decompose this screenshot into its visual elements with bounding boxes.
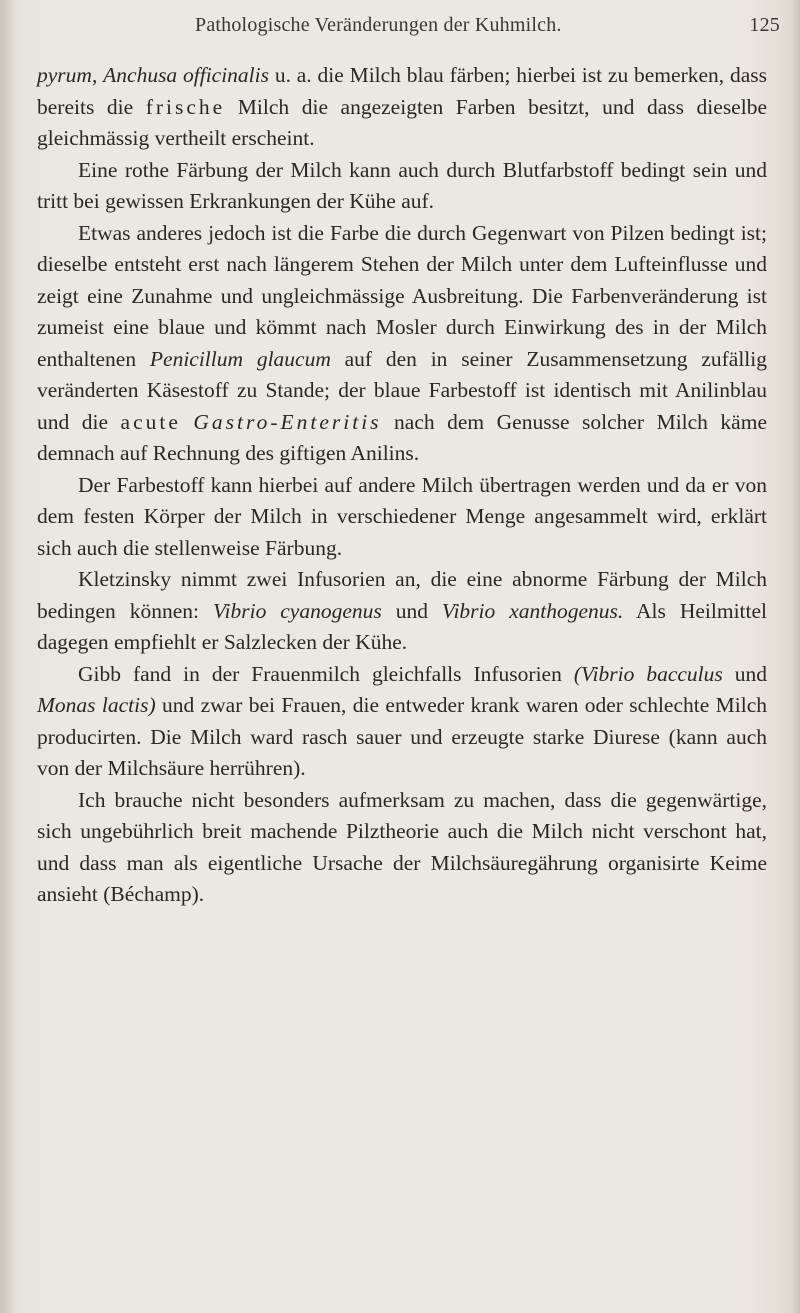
text-segment: Eine rothe Färbung der Milch kann auch durch Blutfarbstoff bedingt sein und tritt bei gewissen Erkrankungen der Kühe auf. [37, 157, 767, 213]
text-segment: Penicillum glaucum [149, 346, 331, 371]
text-segment: auf den in seiner Zusammensetzung zufällig veränderten Käsestoff zu Stande; der blaue Farbestoff ist identisch mit Anilinblau und die [37, 346, 767, 434]
text-segment: nach dem Genusse solcher Milch käme demnach auf Rechnung des giftigen Anilins. [37, 409, 767, 465]
paragraph-2 [37, 155, 767, 218]
text-segment: Etwas anderes jedoch ist die Farbe die durch Gegenwart von Pilzen bedingt ist; dieselbe entsteht erst nach längerem Stehen der Milch unter dem Lufteinflusse und zeigt eine Zunahme und ungleichmässige Ausbreitung. Die Farbenveränderung ist zumeist eine blaue und kömmt nach Mosler durch Einwirkung des in der Milch enthaltenen [37, 220, 767, 371]
text-segment: Vibrio xanthogenus. [441, 598, 624, 623]
text-segment: Ich brauche nicht besonders aufmerksam zu machen, dass die gegenwärtige, sich ungebührlich breit machende Pilztheorie auch die Milch nicht verschont hat, und dass man als eigentliche Ursache der Milchsäuregährung organisirte Keime ansieht (Béchamp). [37, 787, 767, 906]
text-segment [181, 410, 194, 434]
text-segment: Als Heilmittel dagegen empfiehlt er Salzlecken der Kühe. [37, 598, 768, 654]
text-segment: und [722, 661, 767, 686]
text-segment: und [381, 598, 442, 623]
text-segment: und zwar bei Frauen, die entweder krank waren oder schlechte Milch producirten. Die Milch ward rasch sauer und erzeugte starke Diurese (kann auch von der Milchsäure herrühren). [37, 693, 767, 780]
paragraph-6 [37, 659, 767, 785]
paragraph-5 [37, 564, 767, 659]
page-number: 125 [749, 14, 780, 36]
page-edge-shadow [792, 0, 800, 1313]
paragraph-4 [37, 470, 767, 565]
text-segment: Gastro-Enteritis [193, 409, 382, 434]
paragraph-3 [37, 218, 767, 470]
paragraph-7 [37, 785, 767, 911]
text-segment: u. a. die Milch blau färben; hierbei ist zu bemerken, dass bereits die [37, 63, 767, 119]
text-segment: Der Farbestoff kann hierbei auf andere Milch übertragen werden und da er von dem festen Körper der Milch in verschiedener Menge angesammelt wird, erklärt sich auch die stellenweise Färbung. [37, 472, 767, 560]
text-segment: Anchusa officinalis [103, 63, 269, 87]
running-title: Pathologische Veränderungen der Kuhmilch. [195, 14, 562, 36]
text-segment: Vibrio cyanogenus [212, 598, 382, 623]
text-segment: Monas lactis) [37, 693, 156, 717]
text-segment: Milch die angezeigten Farben besitzt, und dass dieselbe gleichmässig vertheilt erscheint. [37, 94, 767, 150]
text-segment: Gibb fand in der Frauenmilch gleichfalls Infusorien [78, 661, 574, 686]
text-segment: frische [145, 94, 226, 119]
text-segment: Kletzinsky nimmt zwei Infusorien an, die eine abnorme Färbung der Milch bedingen können: [37, 567, 767, 623]
text-segment: , [91, 63, 104, 87]
body-text [37, 60, 767, 911]
paragraph-1 [37, 60, 767, 155]
text-segment: acute [120, 409, 181, 434]
gutter-shadow [0, 0, 14, 1313]
text-segment: (Vibrio bacculus [573, 661, 723, 686]
text-segment: pyrum [37, 63, 92, 87]
running-head [195, 14, 780, 42]
